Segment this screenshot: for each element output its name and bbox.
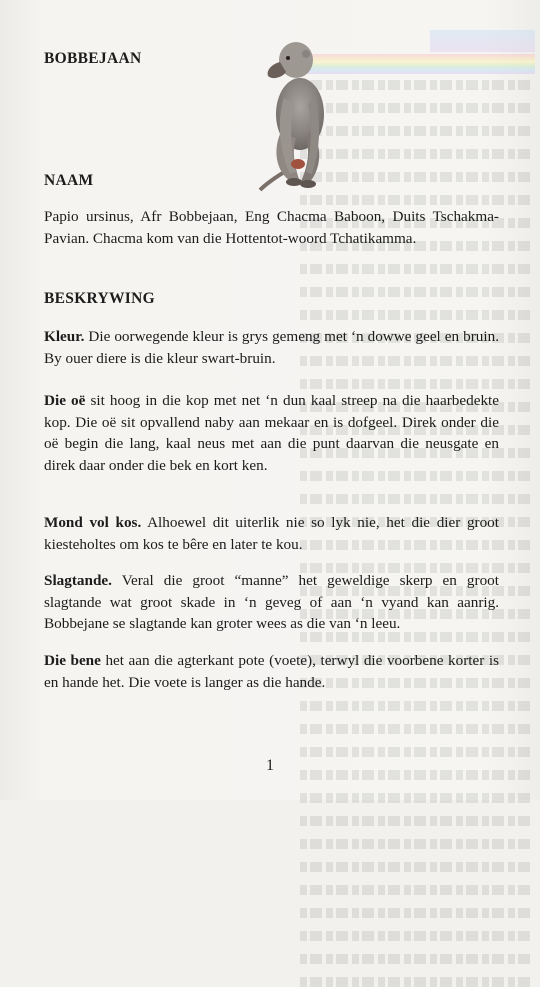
page-number: 1 [266, 757, 274, 774]
paragraph-term: Kleur. [44, 328, 85, 345]
document-title: BOBBEJAAN [44, 50, 142, 67]
paragraph-text: het aan die agterkant pote (voete), terwyl die voorbene korter is en hande het. Die voete is langer as die hande. [44, 652, 499, 691]
paragraph-term: Die bene [44, 652, 101, 669]
paragraph-die-oe [44, 390, 499, 476]
paragraph-text: sit hoog in die kop met net ‘n dun kaal streep na die haarbedekte kop. Die oë sit opvallend naby aan mekaar en is dofgeel. Direk onder die oë begin die lang, kaal neus met aan die punt daarvan die neusgate en direk daar onder die bek en kort ken. [44, 392, 499, 474]
rainbow-band-top [430, 30, 535, 52]
paragraph-text: Die oorwegende kleur is grys gemeng met ‘n dowwe geel en bruin. By ouer diere is die kleur swart-bruin. [44, 328, 499, 367]
paragraph-die-bene [44, 650, 499, 693]
paragraph-kleur [44, 326, 499, 369]
paragraph-term: Slagtande. [44, 572, 112, 589]
paragraph-term: Die oë [44, 392, 86, 409]
section-heading-beskrywing: BESKRYWING [44, 290, 155, 307]
paragraph-text: Alhoewel dit uiterlik nie so lyk nie, het die dier groot kiesteholtes om kos te bêre en later te kou. [44, 514, 499, 553]
naam-paragraph: Papio ursinus, Afr Bobbejaan, Eng Chacma Baboon, Duits Tschakma-Pavian. Chacma kom van die Hottentot-woord Tchatikamma. [44, 208, 499, 247]
paragraph-mond-vol-kos [44, 512, 499, 555]
section-heading-naam: NAAM [44, 172, 94, 189]
paragraph-slagtande [44, 570, 499, 635]
paragraph-term: Mond vol kos. [44, 514, 142, 531]
baboon-illustration [250, 14, 340, 192]
paragraph-text: Veral die groot “manne” het geweldige skerp en groot slagtande wat groot skade in ‘n geveg of aan ‘n vyand kan aanrig. Bobbejane se slagtande kan groter wees as die van ‘n leeu. [44, 572, 499, 632]
